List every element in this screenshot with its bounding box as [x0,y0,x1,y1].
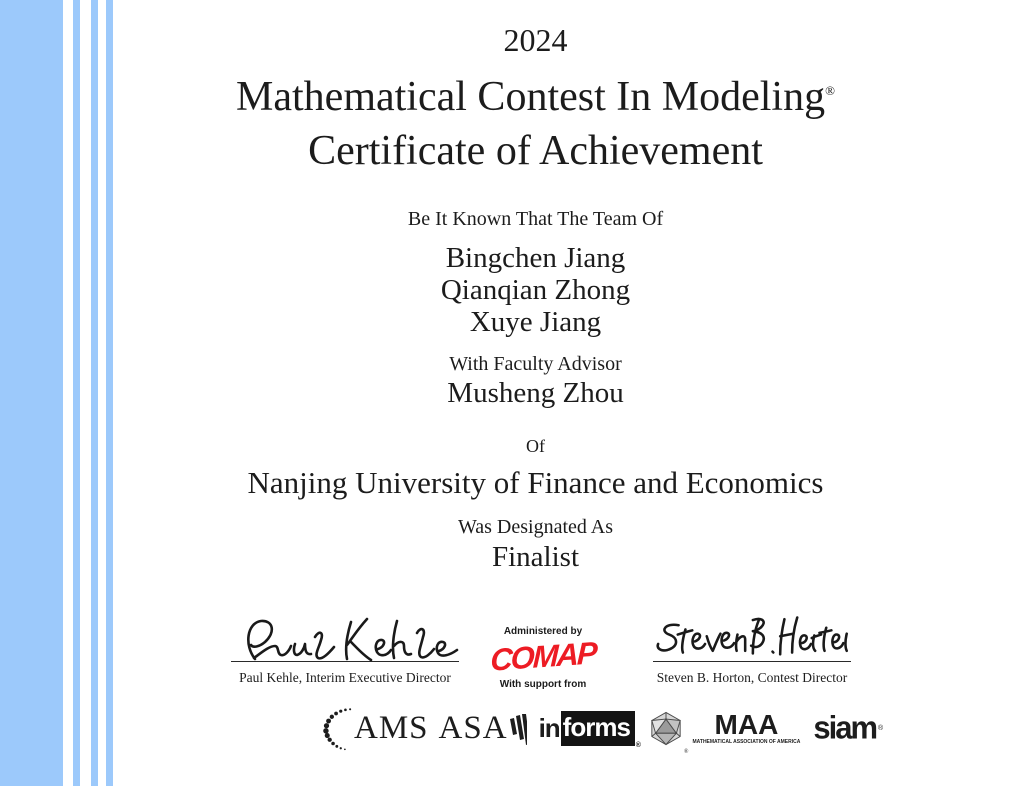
siam-registered-symbol: ® [878,724,884,732]
team-member-1: Bingchen Jiang [445,242,626,274]
ams-dots-arc-icon [322,705,352,752]
signature-block-executive-director [231,613,459,686]
team-members-list [128,242,943,338]
certificate-title [128,68,943,120]
left-stripe-thin-1 [73,0,80,786]
informs-logo [538,711,641,749]
maa-caption: MATHEMATICAL ASSOCIATION OF AMERICA [692,738,801,745]
signature-line-left [231,661,459,662]
advisor-name: Musheng Zhou [447,377,624,409]
siam-label: siam [813,709,877,746]
maa-registered-symbol: ® [683,748,689,755]
sponsor-logos-row [322,702,884,755]
designation-value: Finalist [491,541,579,573]
certificate-title-text: Mathematical Contest In Modeling [236,74,826,120]
registered-trademark-symbol: ® [825,83,835,98]
paul-kehle-signature [231,613,459,665]
of-label: Of [526,436,545,456]
certificate-body [128,0,943,573]
left-stripe-thin-3 [106,0,113,786]
administered-by-label: Administered by [503,626,583,637]
ams-logo [322,705,429,752]
maa-polyhedron-icon [649,710,683,747]
siam-logo [813,710,883,746]
left-stripe-bar [0,0,63,786]
maa-logo [649,708,801,755]
informs-registered-symbol: ® [635,741,641,749]
signature-line-right [653,661,851,662]
designation-intro-label: Was Designated As [457,516,614,538]
certificate-subtitle: Certificate of Achievement [308,128,763,174]
contest-year: 2024 [503,22,568,58]
support-from-label: With support from [499,679,587,690]
institution-name: Nanjing University of Finance and Economics [247,465,824,500]
ams-label: AMS [354,709,429,746]
team-member-2: Qianqian Zhong [440,274,631,306]
signature-block-contest-director [653,611,851,686]
informs-label-in: in [538,712,560,743]
advisor-intro-label: With Faculty Advisor [449,353,622,375]
team-member-3: Xuye Jiang [469,306,602,338]
contest-director-caption: Steven B. Horton, Contest Director [656,670,848,685]
maa-text-column [692,708,801,745]
left-stripe-thin-2 [91,0,98,786]
steven-horton-signature [653,611,851,665]
asa-logo [439,710,527,747]
asa-label: ASA [438,709,508,746]
team-intro-label: Be It Known That The Team Of [407,208,664,230]
executive-director-caption: Paul Kehle, Interim Executive Director [239,670,451,685]
comap-logo: COMAP [489,635,597,678]
administered-by-block [477,626,609,690]
maa-label: MAA [714,708,779,740]
asa-bars-icon [509,714,527,747]
informs-label-forms: forms [561,711,635,746]
